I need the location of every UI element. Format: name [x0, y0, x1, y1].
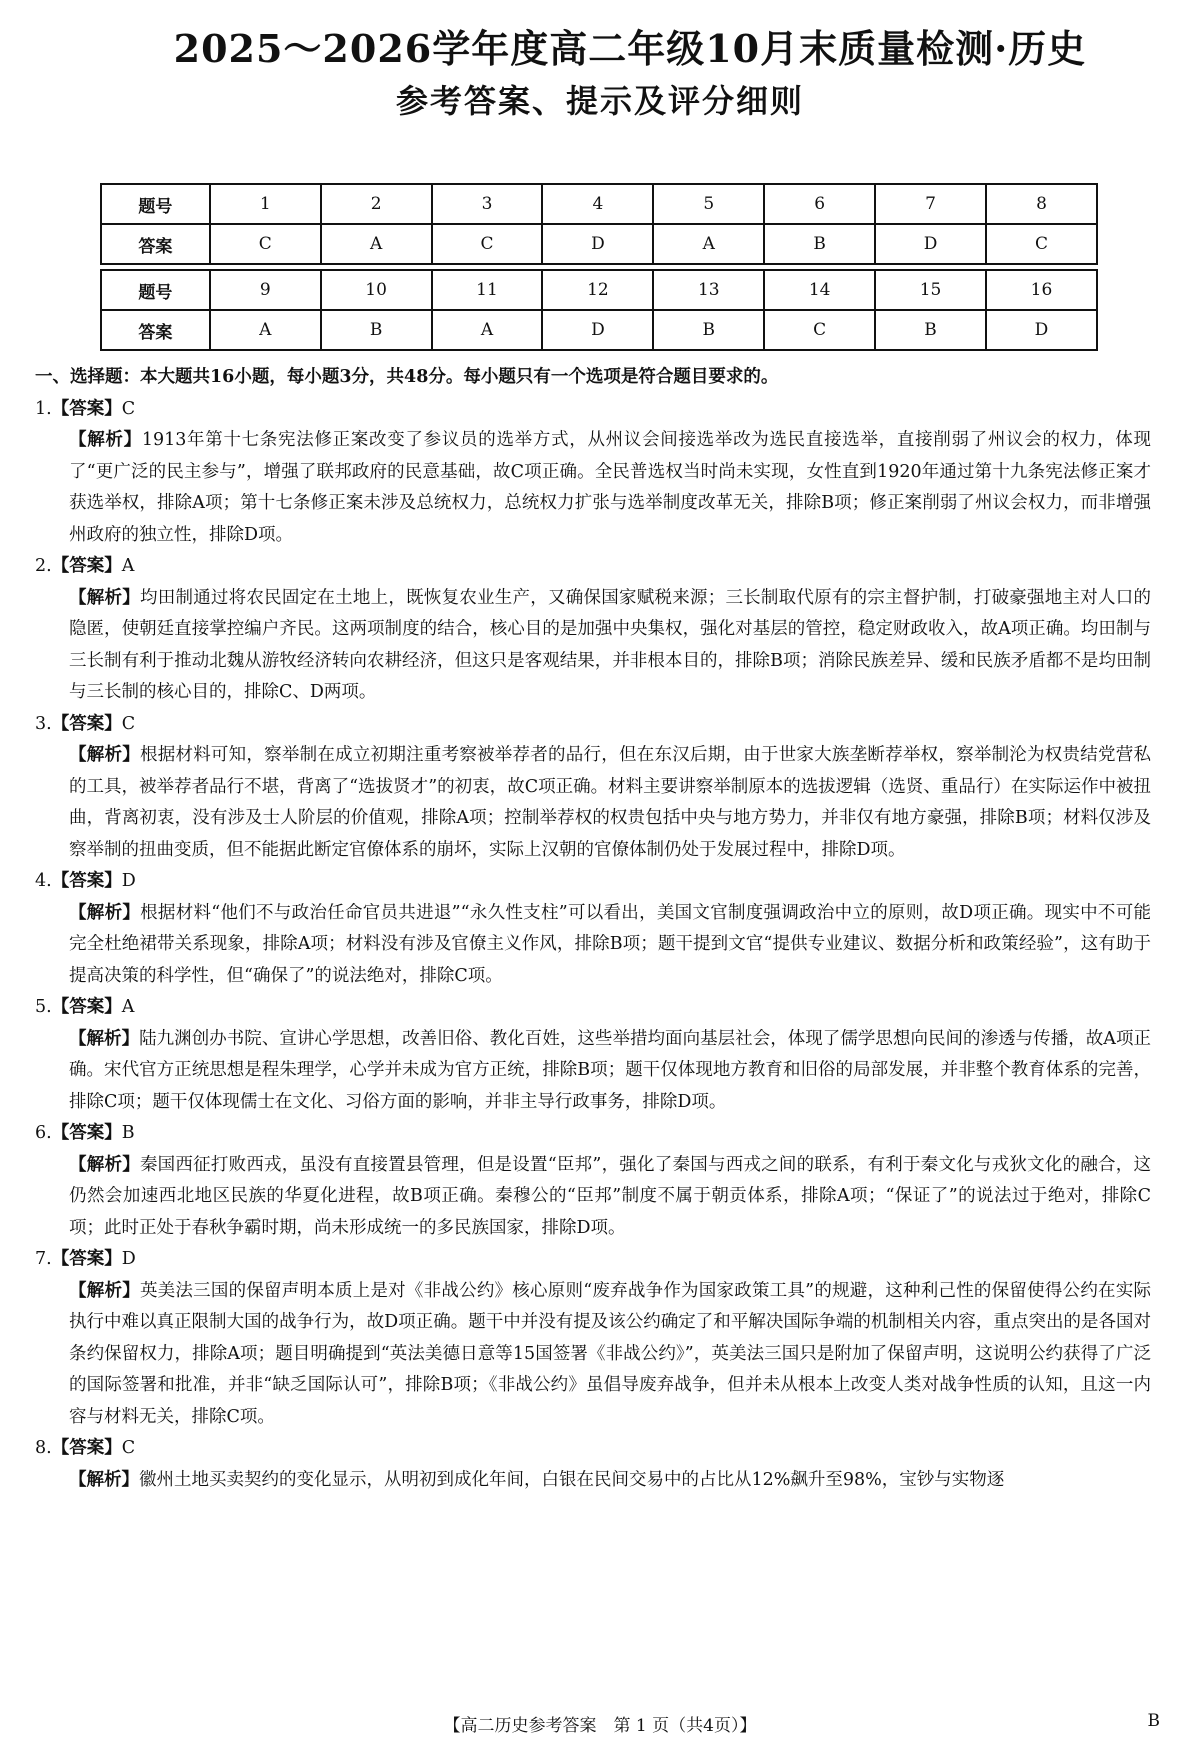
table-cell: C [210, 224, 321, 264]
table-cell: B [764, 224, 875, 264]
question-explanation [35, 1276, 1151, 1434]
table-cell: C [432, 224, 543, 264]
question-block [35, 866, 1151, 992]
table-cell: 6 [764, 184, 875, 224]
row-label-number: 题号 [101, 270, 210, 310]
explanation-label: 【解析】 [69, 902, 141, 923]
explanation-text: 陆九渊创办书院、宣讲心学思想，改善旧俗、教化百姓，这些举措均面向基层社会，体现了儒学思想向民间的渗透与传播，故A项正确。宋代官方正统思想是程朱理学，心学并未成为官方正统，排除B项；题干仅体现地方教育和旧俗的局部发展，并非整个教育体系的完善，排除C项；题干仅体现儒士在文化、习俗方面的影响，并非主导行政事务，排除D项。 [69, 1028, 1151, 1112]
answer-value: C [121, 398, 136, 419]
question-answer-line [35, 1244, 1151, 1276]
question-answer-line [35, 866, 1151, 898]
answer-label: 【答案】 [51, 713, 122, 734]
table-cell: 3 [432, 184, 543, 224]
explanation-text: 根据材料可知，察举制在成立初期注重考察被举荐者的品行，但在东汉后期，由于世家大族垄断荐举权，察举制沦为权贵结党营私的工具，被举荐者品行不堪，背离了“选拔贤才”的初衷，故C项正确。材料主要讲察举制原本的选拔逻辑（选贤、重品行）在实际运作中被扭曲，背离初衷，没有涉及士人阶层的价值观，排除A项；控制举荐权的权贵包括中央与地方势力，并非仅有地方豪强，排除B项；材料仅涉及察举制的扭曲变质，但不能据此断定官僚体系的崩坏，实际上汉朝的官僚体制仍处于发展过程中，排除D项。 [69, 745, 1151, 860]
question-explanation [35, 740, 1151, 866]
table-cell: 7 [875, 184, 986, 224]
question-number: 4. [35, 871, 52, 891]
question-explanation [35, 583, 1151, 709]
answer-value: A [121, 997, 135, 1017]
answer-label: 【答案】 [51, 398, 122, 419]
table-cell: B [653, 310, 764, 350]
answer-value: C [121, 1438, 136, 1458]
answer-value: C [121, 713, 136, 734]
answer-value: D [121, 871, 136, 891]
answer-label: 【答案】 [51, 1123, 122, 1143]
question-answer-line [35, 709, 1151, 741]
explanation-label: 【解析】 [69, 1469, 139, 1490]
question-answer-line [35, 1118, 1151, 1150]
question-block [35, 992, 1151, 1118]
answer-label: 【答案】 [51, 1249, 122, 1269]
explanation-text: 徽州土地买卖契约的变化显示，从明初到成化年间，白银在民间交易中的占比从12%飙升至98%，宝钞与实物逐 [139, 1469, 1005, 1490]
question-answer-line [35, 1433, 1151, 1465]
table-cell: 10 [321, 270, 432, 310]
question-block [35, 1433, 1151, 1496]
explanation-text: 英美法三国的保留声明本质上是对《非战公约》核心原则“废弃战争作为国家政策工具”的规避，这种利己性的保留使得公约在实际执行中难以真正限制大国的战争行为，故D项正确。题干中并没有提及该公约确定了和平解决国际争端的机制相关内容，重点突出的是各国对条约保留权力，排除A项；题目明确提到“英法美德日意等15国签署《非战公约》”，英美法三国只是附加了保留声明，这说明公约获得了广泛的国际签署和批准，并非“缺乏国际认可”，排除B项；《非战公约》虽倡导废弃战争，但并未从根本上改变人类对战争性质的认知，且这一内容与材料无关，排除C项。 [69, 1280, 1152, 1427]
page-subtitle: 参考答案、提示及评分细则 [395, 82, 804, 120]
question-number: 7. [35, 1249, 52, 1269]
table-row [101, 310, 1097, 350]
question-explanation [35, 898, 1151, 993]
question-answer-line [35, 551, 1151, 583]
question-block [35, 551, 1151, 709]
page-title: 2025～2026学年度高二年级10月末质量检测·历史 [173, 26, 1087, 71]
table-cell: 5 [653, 184, 764, 224]
table-cell: D [542, 224, 653, 264]
answer-explanations [35, 362, 1151, 1496]
section-title: 一、选择题：本大题共16小题，每小题3分，共48分。每小题只有一个选项是符合题目要求的。 [35, 367, 779, 387]
table-row [101, 184, 1097, 224]
table-cell: 1 [210, 184, 321, 224]
answer-value: B [121, 1123, 135, 1143]
question-answer-line [35, 992, 1151, 1024]
explanation-label: 【解析】 [69, 430, 142, 450]
question-block [35, 1244, 1151, 1433]
table-cell: 15 [875, 270, 986, 310]
table-cell: 4 [542, 184, 653, 224]
answer-label: 【答案】 [51, 1438, 122, 1458]
answer-value: A [121, 556, 135, 576]
explanation-label: 【解析】 [69, 1280, 140, 1301]
explanation-label: 【解析】 [69, 587, 140, 608]
question-explanation [35, 1150, 1151, 1245]
table-row [101, 270, 1097, 310]
table-cell: A [653, 224, 764, 264]
table-cell: 16 [986, 270, 1097, 310]
question-block [35, 709, 1151, 867]
table-cell: 11 [432, 270, 543, 310]
table-cell: 2 [321, 184, 432, 224]
question-number: 8. [35, 1438, 52, 1458]
version-mark: B [1147, 1711, 1160, 1731]
explanation-label: 【解析】 [69, 1154, 140, 1175]
question-number: 1. [35, 398, 52, 419]
question-number: 6. [35, 1123, 52, 1143]
table-cell: D [986, 310, 1097, 350]
explanation-text: 1913年第十七条宪法修正案改变了参议员的选举方式，从州议会间接选举改为选民直接选举，直接削弱了州议会的权力，体现了“更广泛的民主参与”，增强了联邦政府的民意基础，故C项正确。全民普选权当时尚未实现，女性直到1920年通过第十九条宪法修正案才获选举权，排除A项；第十七条修正案未涉及总统权力，总统权力扩张与选举制度改革无关，排除B项；修正案削弱了州议会权力，而非增强州政府的独立性，排除D项。 [69, 430, 1151, 545]
explanation-text: 秦国西征打败西戎，虽没有直接置县管理，但是设置“臣邦”，强化了秦国与西戎之间的联系，有利于秦文化与戎狄文化的融合，这仍然会加速西北地区民族的华夏化进程，故B项正确。秦穆公的“臣邦”制度不属于朝贡体系，排除A项；“保证了”的说法过于绝对，排除C项；此时正处于春秋争霸时期，尚未形成统一的多民族国家，排除D项。 [69, 1154, 1152, 1238]
answer-label: 【答案】 [51, 556, 122, 576]
table-cell: A [210, 310, 321, 350]
answer-key-table [100, 183, 1098, 351]
question-explanation [35, 1465, 1151, 1497]
table-row [101, 224, 1097, 264]
explanation-label: 【解析】 [69, 1028, 140, 1049]
table-cell: 13 [653, 270, 764, 310]
row-label-answer: 答案 [101, 224, 210, 264]
explanation-text: 根据材料“他们不与政治任命官员共进退”“永久性支柱”可以看出，美国文官制度强调政治中立的原则，故D项正确。现实中不可能完全杜绝裙带关系现象，排除A项；材料没有涉及官僚主义作风，排除B项；题干提到文官“提供专业建议、数据分析和政策经验”，这有助于提高决策的科学性，但“确保了”的说法绝对，排除C项。 [69, 902, 1151, 986]
answer-value: D [121, 1249, 136, 1269]
table-cell: B [875, 310, 986, 350]
table-cell: A [432, 310, 543, 350]
question-number: 5. [35, 997, 52, 1017]
question-answer-line [35, 394, 1151, 426]
table-cell: 9 [210, 270, 321, 310]
answer-label: 【答案】 [51, 871, 122, 891]
table-cell: 8 [986, 184, 1097, 224]
row-label-number: 题号 [101, 184, 210, 224]
table-cell: D [875, 224, 986, 264]
page-footer: 【高二历史参考答案 第 1 页（共4页）】 [443, 1716, 757, 1736]
question-number: 2. [35, 556, 52, 576]
table-cell: C [764, 310, 875, 350]
answer-label: 【答案】 [51, 997, 122, 1017]
question-block [35, 394, 1151, 552]
table-cell: 12 [542, 270, 653, 310]
question-explanation [35, 1024, 1151, 1119]
explanation-label: 【解析】 [69, 745, 140, 765]
row-label-answer: 答案 [101, 310, 210, 350]
table-cell: C [986, 224, 1097, 264]
question-number: 3. [35, 713, 52, 734]
table-cell: B [321, 310, 432, 350]
question-block [35, 1118, 1151, 1244]
question-explanation [35, 425, 1151, 551]
table-cell: A [321, 224, 432, 264]
explanation-text: 均田制通过将农民固定在土地上，既恢复农业生产，又确保国家赋税来源；三长制取代原有的宗主督护制，打破豪强地主对人口的隐匿，使朝廷直接掌控编户齐民。这两项制度的结合，核心目的是加强中央集权，强化对基层的管控，稳定财政收入，故A项正确。均田制与三长制有利于推动北魏从游牧经济转向农耕经济，但这只是客观结果，并非根本目的，排除B项；消除民族差异、缓和民族矛盾都不是均田制与三长制的核心目的，排除C、D两项。 [69, 587, 1151, 702]
table-cell: 14 [764, 270, 875, 310]
table-cell: D [542, 310, 653, 350]
